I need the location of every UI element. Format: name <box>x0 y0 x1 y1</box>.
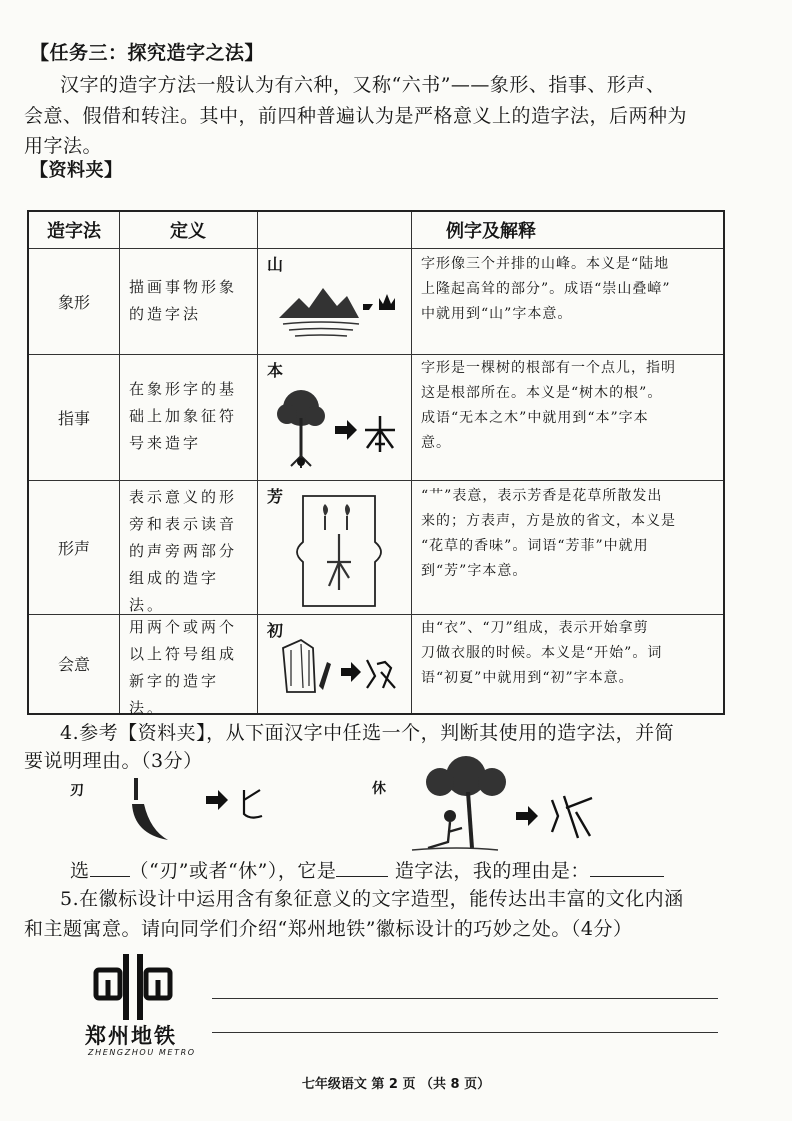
example-image-mountain <box>261 250 405 352</box>
q4-char-ren: 刃 <box>70 783 85 799</box>
q4-answer-line <box>70 858 664 884</box>
select-label: 选 <box>70 860 90 882</box>
q4-char-xiu: 休 <box>372 781 387 797</box>
method-xiangxing: 象形 <box>57 292 90 312</box>
q5-line-2: 和主题寓意。请向同学们介绍“郑州地铁”徽标设计的巧妙之处。（4分） <box>24 918 633 940</box>
flower-illustration <box>261 482 405 612</box>
select-blank[interactable] <box>90 858 130 877</box>
explanation-xingsheng: “艹”表意，表示芳香是花草所散发出 来的；方表声，方是放的省文，本义是 “花草的香味”。词语“芳菲”中就用 到“芳”字本意。 <box>421 488 676 579</box>
example-char-ben: 本 <box>267 361 284 380</box>
mountain-illustration <box>261 250 405 352</box>
word-formation-table <box>27 210 725 715</box>
clothes-knife-illustration <box>261 616 405 712</box>
example-char-fang: 芳 <box>267 487 284 506</box>
explanation-zhishi: 字形是一棵树的根部有一个点儿，指明 这是根部所在。本义是“树木的根”。 成语“无本之木”中就用到“本”字本 意。 <box>421 360 676 451</box>
rest-illustration <box>398 752 618 860</box>
header-example: 例字及解释 <box>446 221 536 242</box>
folder-title: 【资料夹】 <box>30 160 123 181</box>
method-huiyi: 会意 <box>57 655 90 674</box>
q4-line-2: 要说明理由。（3分） <box>24 750 203 772</box>
header-method: 造字法 <box>47 221 101 242</box>
intro-line-2: 会意、假借和转注。其中，前四种普遍认为是严格意义上的造字法，后两种为 <box>24 105 688 127</box>
logo-subtitle: ZHENGZHOU METRO <box>88 1048 196 1057</box>
method-xingsheng: 形声 <box>57 538 90 558</box>
answer-line-1[interactable] <box>212 998 718 999</box>
answer-line-2[interactable] <box>212 1032 718 1033</box>
intro-line-3: 用字法。 <box>24 135 103 157</box>
reason-blank[interactable] <box>590 858 664 877</box>
blade-illustration <box>120 770 280 846</box>
q4-line-1: 4.参考【资料夹】，从下面汉字中任选一个，判断其使用的造字法，并简 <box>60 722 675 744</box>
definition-huiyi: 用两个或两个 以上符号组成 新字的造字 法。 <box>129 618 238 717</box>
example-image-flower <box>261 482 405 612</box>
example-char-chu: 初 <box>267 621 284 640</box>
reason-prompt: 造字法，我的理由是： <box>394 860 590 882</box>
select-hint: （“刃”或者“休”），它是 <box>129 860 337 882</box>
method-zhishi: 指事 <box>57 408 90 428</box>
method-blank[interactable] <box>336 858 388 877</box>
tree-root-illustration <box>261 356 405 478</box>
zhengzhou-metro-logo-icon <box>92 950 176 1024</box>
page-footer: 七年级语文 第 2 页 （共 8 页） <box>301 1077 491 1092</box>
intro-line-1: 汉字的造字方法一般认为有六种，又称“六书”——象形、指事、形声、 <box>60 74 666 96</box>
q5-line-1: 5.在徽标设计中运用含有象征意义的文字造型，能传达出丰富的文化内涵 <box>60 888 684 910</box>
explanation-xiangxing: 字形像三个并排的山峰。本义是“陆地 上隆起高耸的部分”。成语“崇山叠嶂” 中就用到“山”字本意。 <box>421 256 671 322</box>
header-definition: 定义 <box>170 221 206 242</box>
logo-name: 郑州地铁 <box>85 1024 177 1048</box>
example-image-tree-root <box>261 356 405 478</box>
example-char-shan: 山 <box>267 255 284 274</box>
definition-xiangxing: 描画事物形象 的造字法 <box>129 278 238 323</box>
example-image-clothes-knife <box>261 616 405 712</box>
task-title: 【任务三：探究造字之法】 <box>30 42 265 64</box>
definition-zhishi: 在象形字的基 础上加象征符 号来造字 <box>129 380 238 452</box>
explanation-huiyi: 由“衣”、“刀”组成，表示开始拿剪 刀做衣服的时候。本义是“开始”。词 语“初夏”中就用到“初”字本意。 <box>421 620 663 686</box>
definition-xingsheng: 表示意义的形 旁和表示读音 的声旁两部分 组成的造字 法。 <box>129 488 238 614</box>
